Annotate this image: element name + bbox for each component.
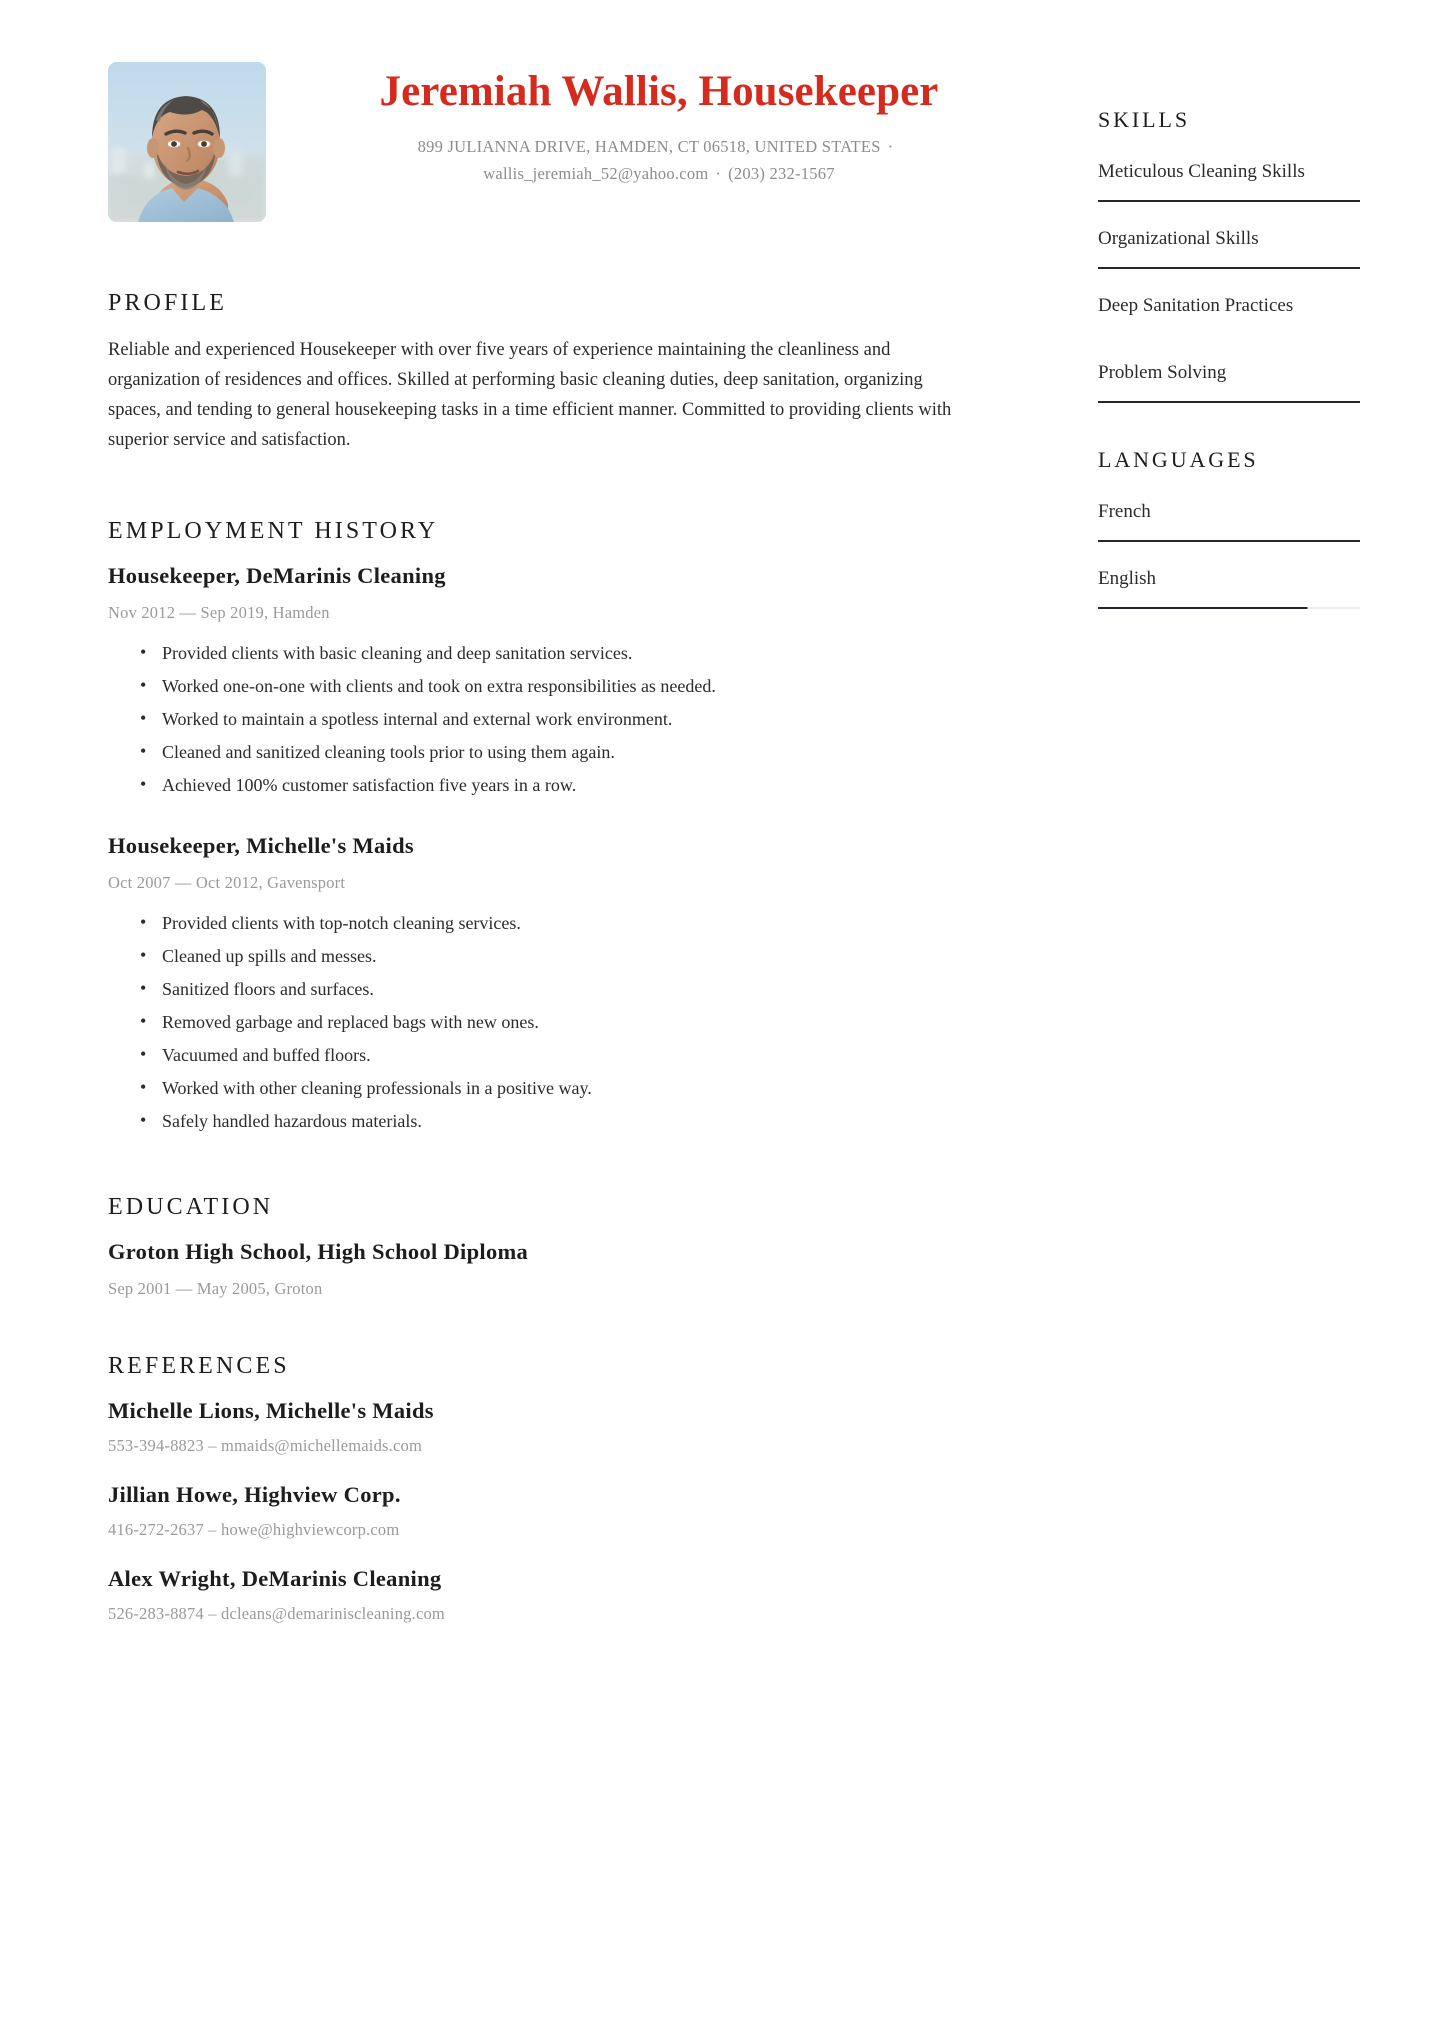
languages-section-title: LANGUAGES: [1098, 446, 1259, 472]
profile-section: [108, 290, 1008, 456]
email-text[interactable]: wallis_jeremiah_52@yahoo.com: [483, 163, 709, 183]
skill-label: Organizational Skills: [1098, 227, 1259, 249]
list-item: • Provided clients with basic cleaning and deep sanitation services.: [140, 639, 1008, 667]
employment-entry: [108, 833, 1008, 1136]
skill-label: Meticulous Cleaning Skills: [1098, 161, 1305, 182]
reference-name: Alex Wright, DeMarinis Cleaning: [108, 1565, 442, 1591]
list-item: • Safely handled hazardous materials.: [140, 1107, 1008, 1135]
header-text-block: [310, 62, 1008, 188]
references-section-title: REFERENCES: [108, 1352, 290, 1379]
reference-entry: [108, 1482, 1008, 1540]
references-section: [108, 1353, 1008, 1624]
employment-entry-meta: Oct 2007 — Oct 2012, Gavensport: [108, 872, 346, 892]
employment-history-section: [108, 518, 1008, 1136]
employment-entry-title: Housekeeper, Michelle's Maids: [108, 832, 414, 858]
skill-item: [1098, 360, 1360, 403]
employment-entry-bullets: [108, 909, 1008, 1136]
education-section-title: EDUCATION: [108, 1193, 274, 1220]
skill-divider: [1098, 334, 1360, 336]
contact-separator-2: ·: [715, 163, 722, 183]
list-item: • Worked to maintain a spotless internal and external work environment.: [140, 705, 1008, 733]
language-divider: [1098, 607, 1360, 609]
employment-entry-bullets: [108, 639, 1008, 799]
skill-divider: [1098, 267, 1360, 269]
employment-entry: [108, 563, 1008, 799]
skills-section: [1098, 107, 1360, 403]
list-item: • Removed garbage and replaced bags with new ones.: [140, 1008, 1008, 1036]
profile-section-title: PROFILE: [108, 290, 228, 316]
list-item: • Vacuumed and buffed floors.: [140, 1041, 1008, 1069]
skill-label: Deep Sanitation Practices: [1098, 294, 1294, 316]
language-label: English: [1098, 567, 1157, 589]
portrait-photo: [108, 62, 266, 222]
languages-section: [1098, 447, 1360, 609]
education-entry: [108, 1239, 1008, 1299]
candidate-name: Jeremiah Wallis, Housekeeper: [379, 68, 939, 115]
list-item: • Cleaned and sanitized cleaning tools prior to using them again.: [140, 738, 1008, 766]
contact-separator: ·: [887, 137, 894, 157]
language-divider: [1098, 540, 1360, 542]
education-section: [108, 1194, 1008, 1299]
list-item: • Worked one-on-one with clients and took on extra responsibilities as needed.: [140, 672, 1008, 700]
language-item: [1098, 499, 1360, 542]
education-entry-meta: Sep 2001 — May 2005, Groton: [108, 1278, 323, 1298]
list-item: • Cleaned up spills and messes.: [140, 942, 1008, 970]
reference-name: Michelle Lions, Michelle's Maids: [108, 1397, 434, 1423]
main-column: [108, 62, 1008, 1624]
reference-name: Jillian Howe, Highview Corp.: [108, 1481, 401, 1507]
list-item: • Achieved 100% customer satisfaction five years in a row.: [140, 771, 1008, 799]
reference-contact[interactable]: 416-272-2637 – howe@highviewcorp.com: [108, 1519, 400, 1539]
sidebar-column: [1098, 62, 1360, 633]
reference-entry: [108, 1398, 1008, 1456]
resume-header: [108, 62, 1008, 222]
skill-item: [1098, 293, 1360, 336]
list-item: • Worked with other cleaning professionals in a positive way.: [140, 1074, 1008, 1102]
skill-divider: [1098, 401, 1360, 403]
skill-divider: [1098, 200, 1360, 202]
reference-contact[interactable]: 526-283-8874 – dcleans@demariniscleaning.com: [108, 1603, 445, 1623]
language-label: French: [1098, 500, 1151, 522]
address-text: 899 JULIANNA DRIVE, HAMDEN, CT 06518, UNITED STATES: [417, 137, 881, 157]
employment-entry-title: Housekeeper, DeMarinis Cleaning: [108, 562, 446, 588]
list-item: • Sanitized floors and surfaces.: [140, 975, 1008, 1003]
skills-section-title: SKILLS: [1098, 107, 1190, 132]
profile-summary-text: Reliable and experienced Housekeeper with over five years of experience maintaining the cleanliness and organization of residences and offices. Skilled at performing basic cleaning duties, deep sanitation, organizing spaces, and tending to general housekeeping tasks in a time efficient manner. Committed to providing clients with superior service and satisfaction.: [108, 340, 952, 451]
list-item: • Provided clients with top-notch cleaning services.: [140, 909, 1008, 937]
language-item: [1098, 566, 1360, 609]
skill-item: [1098, 159, 1360, 202]
employment-section-title: EMPLOYMENT HISTORY: [108, 517, 439, 544]
phone-text[interactable]: (203) 232-1567: [728, 163, 835, 183]
education-entry-title: Groton High School, High School Diploma: [108, 1238, 529, 1264]
reference-entry: [108, 1566, 1008, 1624]
skill-item: [1098, 226, 1360, 269]
employment-entry-meta: Nov 2012 — Sep 2019, Hamden: [108, 602, 330, 622]
contact-email-phone-line: [310, 161, 1008, 188]
contact-address-line: [310, 134, 1008, 161]
skill-label: Problem Solving: [1098, 361, 1227, 383]
portrait-photo-icon: [108, 62, 266, 222]
reference-contact[interactable]: 553-394-8823 – mmaids@michellemaids.com: [108, 1435, 422, 1455]
